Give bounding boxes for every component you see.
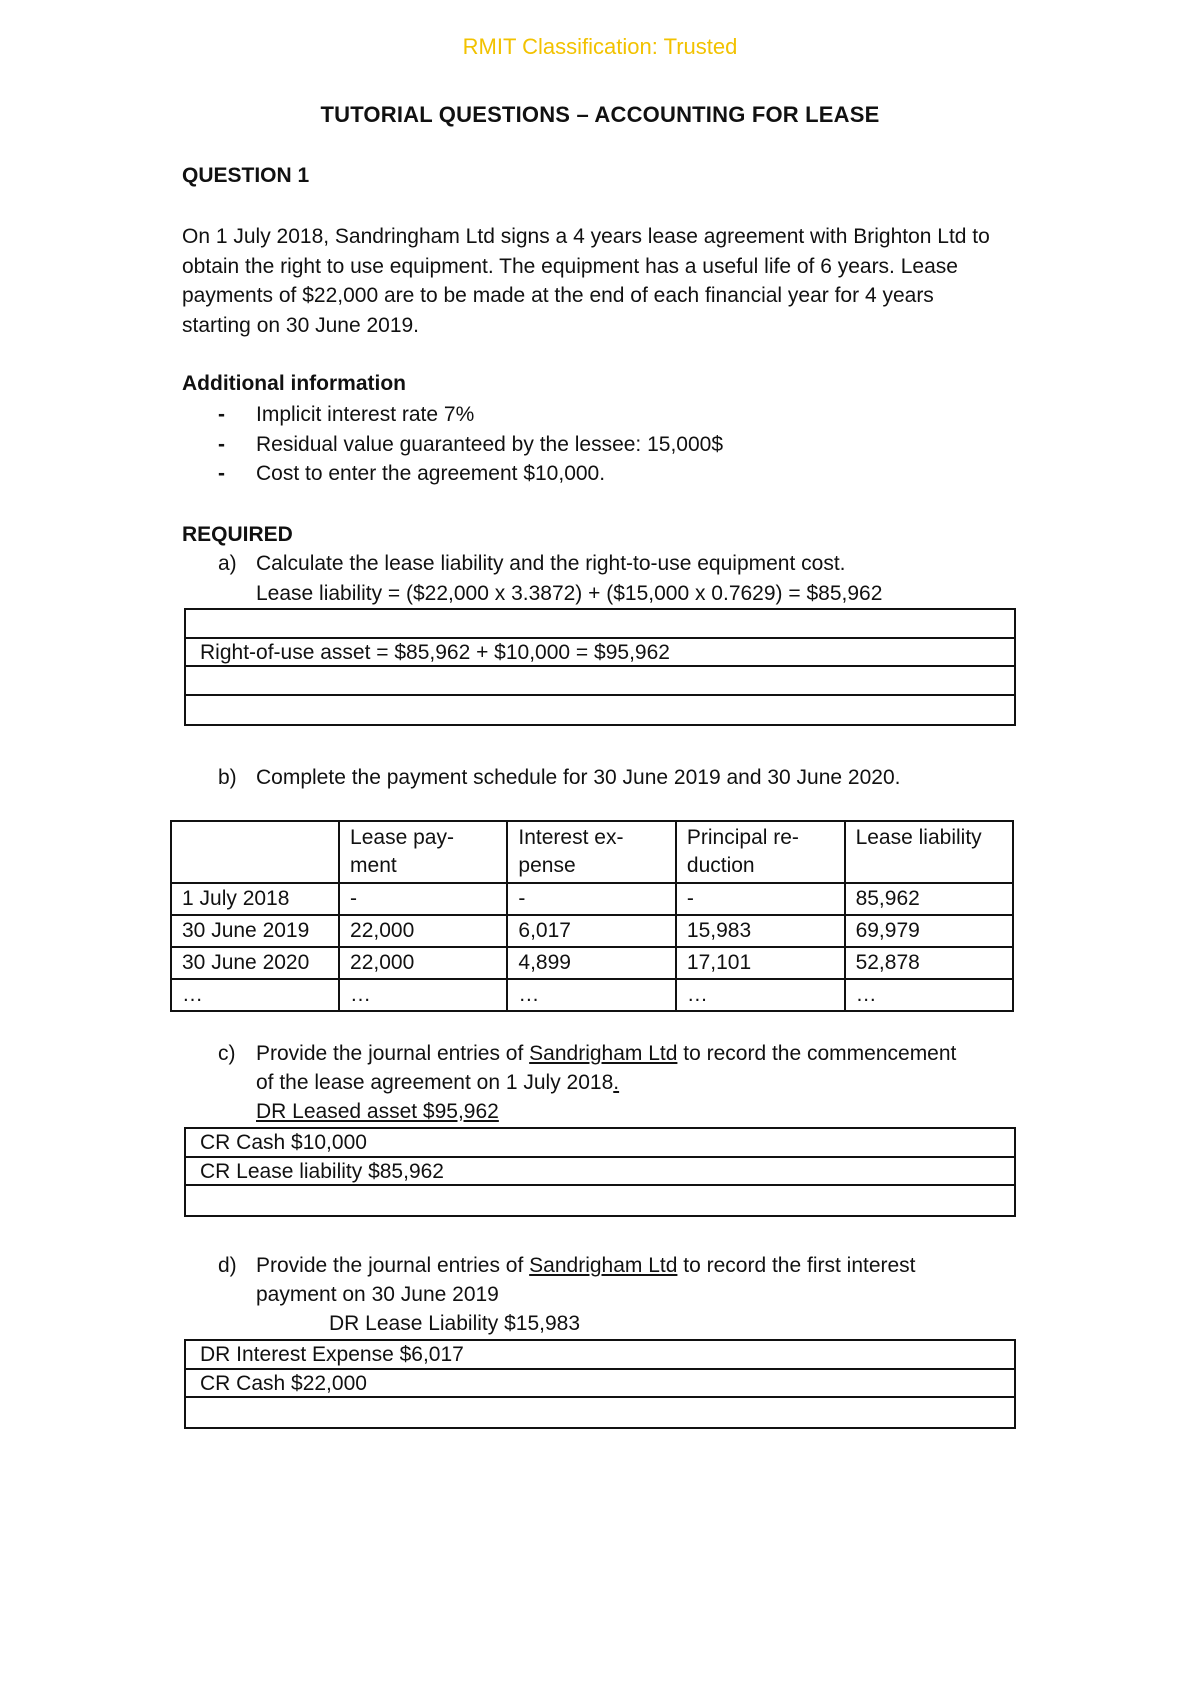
table-cell: …: [171, 979, 339, 1011]
answer-box-a: [184, 608, 1016, 726]
answer-row: [186, 696, 1014, 725]
table-cell: 85,962: [845, 883, 1013, 915]
answer-box-c: [184, 1127, 1016, 1217]
table-cell: …: [339, 979, 507, 1011]
table-row: [171, 979, 1013, 1011]
column-header: Lease liability: [845, 821, 1013, 883]
part-a-answer: Lease liability = ($22,000 x 3.3872) + ($15,000 x 0.7629) = $85,962: [256, 582, 883, 605]
part-d-question-line2: payment on 30 June 2019: [256, 1283, 499, 1306]
answer-row: [186, 1186, 1014, 1215]
table-cell: 6,017: [507, 915, 675, 947]
table-cell: 52,878: [845, 947, 1013, 979]
additional-info-heading: Additional information: [182, 372, 406, 395]
part-d-question: Provide the journal entries of Sandrigham Ltd to record the first interest: [256, 1254, 916, 1277]
table-cell: 22,000: [339, 915, 507, 947]
part-a-question: Calculate the lease liability and the right-to-use equipment cost.: [256, 552, 846, 575]
table-cell: 30 June 2019: [171, 915, 339, 947]
page-title: TUTORIAL QUESTIONS – ACCOUNTING FOR LEASE: [320, 102, 880, 127]
bullet-dash: -: [218, 403, 225, 426]
body-line: obtain the right to use equipment. The equipment has a useful life of 6 years. Lease: [182, 254, 958, 278]
table-row: [171, 883, 1013, 915]
classification-label: RMIT Classification: Trusted: [462, 34, 738, 59]
part-d-marker: d): [218, 1254, 237, 1277]
table-cell: 17,101: [676, 947, 845, 979]
column-header: [171, 821, 339, 883]
table-cell: -: [339, 883, 507, 915]
company-name: Sandrigham Ltd: [529, 1042, 678, 1065]
part-b-question: Complete the payment schedule for 30 June 2019 and 30 June 2020.: [256, 766, 901, 789]
column-header: Interest ex- pense: [507, 821, 675, 883]
table-row: [171, 915, 1013, 947]
body-line: On 1 July 2018, Sandringham Ltd signs a 4 years lease agreement with Brighton Ltd to: [182, 225, 990, 248]
required-heading: REQUIRED: [182, 523, 293, 546]
bullet-list: [218, 400, 723, 489]
table-cell: 22,000: [339, 947, 507, 979]
body-line: payments of $22,000 are to be made at the end of each financial year for 4 years: [182, 284, 934, 307]
answer-row: [186, 1398, 1014, 1427]
table-header-row: [171, 821, 1013, 883]
answer-row: [186, 610, 1014, 639]
table-cell: 69,979: [845, 915, 1013, 947]
list-item: - Cost to enter the agreement $10,000.: [218, 459, 723, 489]
part-c-marker: c): [218, 1042, 236, 1065]
question-body: [182, 222, 990, 340]
table-cell: …: [845, 979, 1013, 1011]
part-c-question-line2: of the lease agreement on 1 July 2018.: [256, 1071, 620, 1094]
table-cell: -: [676, 883, 845, 915]
table-cell: …: [676, 979, 845, 1011]
list-item: - Residual value guaranteed by the lessee: 15,000$: [218, 430, 723, 460]
part-a-marker: a): [218, 552, 237, 575]
column-header: Lease pay- ment: [339, 821, 507, 883]
answer-row: DR Interest Expense $6,017: [186, 1341, 1014, 1370]
table-cell: 1 July 2018: [171, 883, 339, 915]
question-heading: QUESTION 1: [182, 164, 310, 187]
answer-row: Right-of-use asset = $85,962 + $10,000 = $95,962: [186, 639, 1014, 668]
answer-row: CR Lease liability $85,962: [186, 1158, 1014, 1187]
body-line: starting on 30 June 2019.: [182, 313, 420, 337]
table-cell: 30 June 2020: [171, 947, 339, 979]
table-cell: -: [507, 883, 675, 915]
bullet-dash: -: [218, 462, 225, 485]
table-cell: 4,899: [507, 947, 675, 979]
list-item: - Implicit interest rate 7%: [218, 400, 723, 430]
answer-row: CR Cash $22,000: [186, 1370, 1014, 1399]
part-c-question: Provide the journal entries of Sandrigham Ltd to record the commencement: [256, 1042, 957, 1065]
table-cell: …: [507, 979, 675, 1011]
column-header: Principal re- duction: [676, 821, 845, 883]
table-row: [171, 947, 1013, 979]
answer-row: [186, 667, 1014, 696]
bullet-dash: -: [218, 432, 225, 456]
part-b-marker: b): [218, 766, 237, 789]
answer-box-d: [184, 1339, 1016, 1429]
answer-row: CR Cash $10,000: [186, 1129, 1014, 1158]
part-c-answer: DR Leased asset $95,962: [256, 1100, 499, 1123]
table-cell: 15,983: [676, 915, 845, 947]
payment-schedule-table: [170, 820, 1014, 1012]
company-name: Sandrigham Ltd: [529, 1254, 678, 1277]
part-d-answer: DR Lease Liability $15,983: [329, 1312, 580, 1335]
